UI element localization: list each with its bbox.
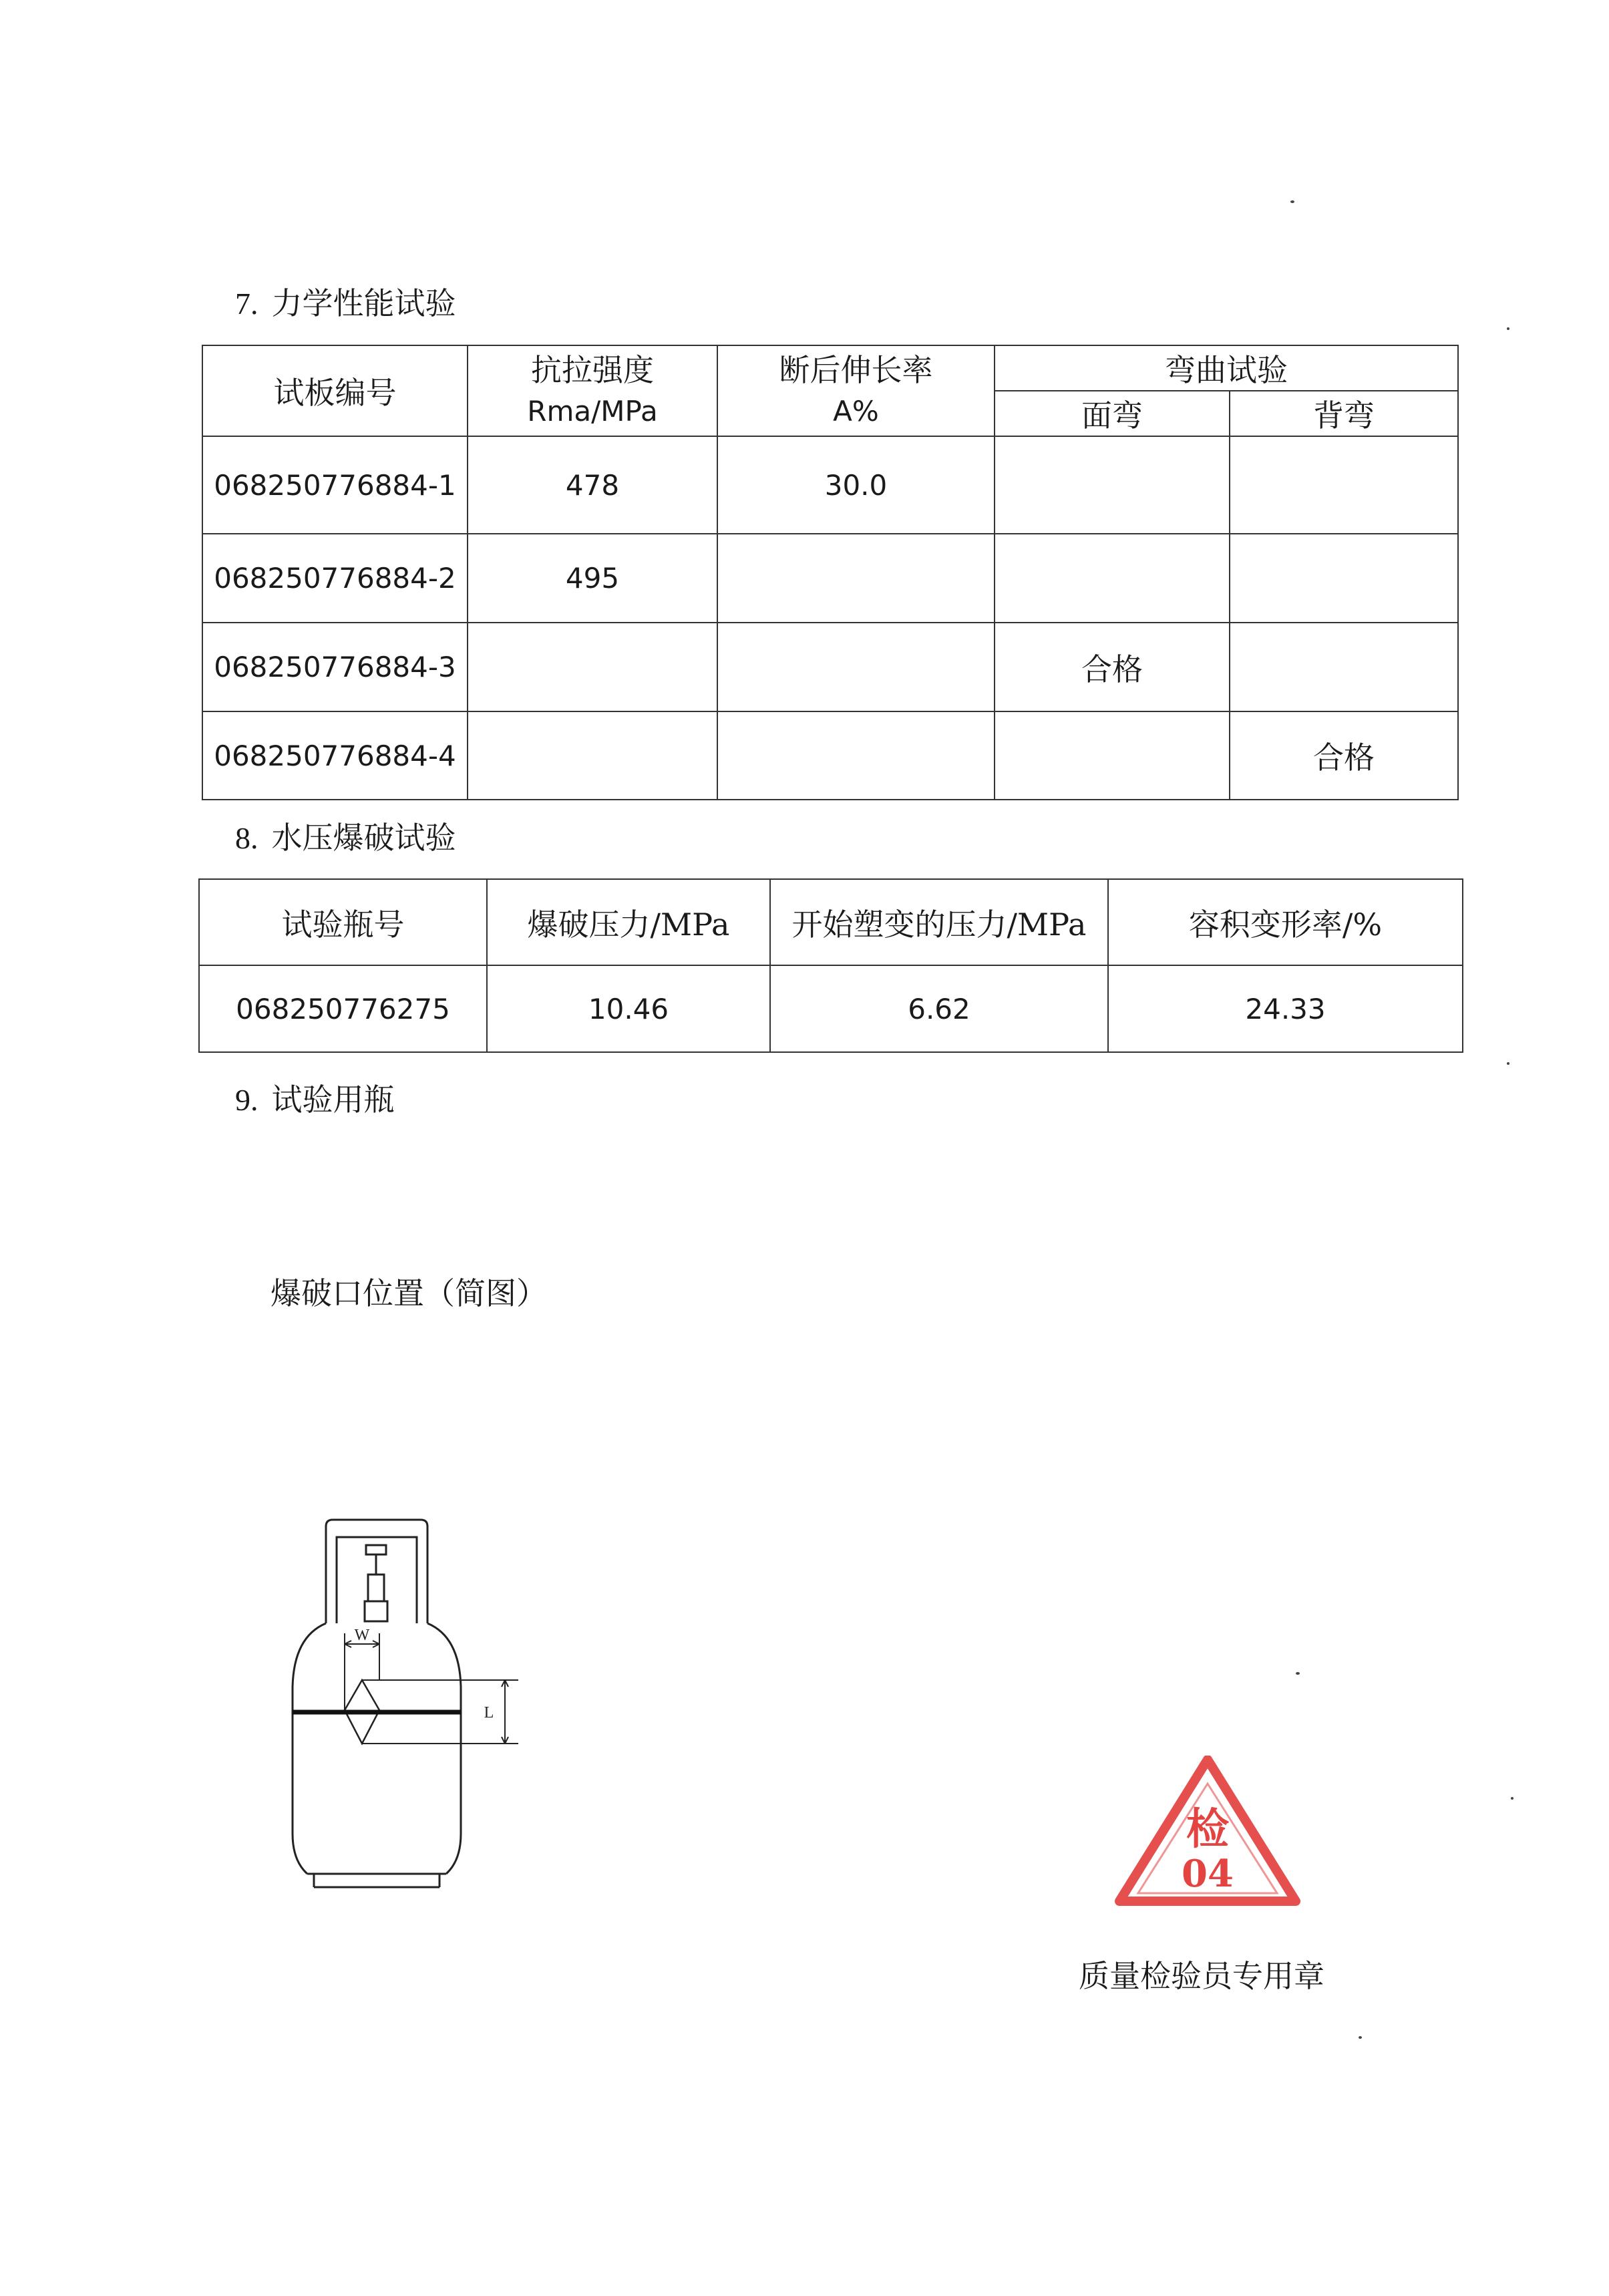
section-7-title <box>235 279 456 323</box>
stamp-number: 04 <box>1182 1852 1234 1896</box>
scan-speck <box>1359 2036 1362 2039</box>
mechanical-test-table <box>202 345 1459 800</box>
section-8-heading: 水压爆破试验 <box>271 820 456 856</box>
cell-back-bend: 合格 <box>1230 711 1458 800</box>
cell-tensile <box>468 711 717 800</box>
cylinder-diagram <box>281 1513 534 1894</box>
scan-speck <box>1507 1062 1509 1065</box>
cell-plate-id: 068250776884-3 <box>202 623 468 711</box>
cell-elongation <box>717 534 995 623</box>
cell-face-bend: 合格 <box>995 623 1230 711</box>
header-back-bend: 背弯 <box>1230 391 1458 436</box>
cell-elongation: 30.0 <box>717 436 995 534</box>
scan-speck <box>1507 327 1509 330</box>
cell-face-bend <box>995 534 1230 623</box>
header-tensile-label: 抗拉强度 <box>531 352 654 388</box>
header-face-bend: 面弯 <box>995 391 1230 436</box>
diagram-l-label: L <box>484 1704 494 1721</box>
burst-location-caption: 爆破口位置（简图） <box>271 1275 547 1311</box>
cell-elongation <box>717 711 995 800</box>
table-row <box>202 534 1458 623</box>
cell-tensile: 478 <box>468 436 717 534</box>
section-7-heading: 力学性能试验 <box>271 285 456 321</box>
header-bend-test: 弯曲试验 <box>995 345 1458 391</box>
header-tensile-strength <box>468 345 717 436</box>
section-9-title <box>235 1076 395 1120</box>
table-row <box>202 711 1458 800</box>
cell-plate-id: 068250776884-4 <box>202 711 468 800</box>
section-9-number: 9. <box>235 1083 258 1117</box>
section-7-number: 7. <box>235 287 258 321</box>
scan-speck <box>1290 200 1294 203</box>
header-burst-pressure: 爆破压力/MPa <box>487 879 770 965</box>
header-elongation-unit: A% <box>833 395 879 428</box>
scan-speck <box>1296 1672 1300 1675</box>
table-row <box>202 436 1458 534</box>
scan-speck <box>1511 1797 1513 1800</box>
cell-face-bend <box>995 436 1230 534</box>
cell-back-bend <box>1230 436 1458 534</box>
section-8-title <box>235 814 456 858</box>
stamp-character: 检 <box>1186 1804 1229 1854</box>
cell-tensile: 495 <box>468 534 717 623</box>
stamp-caption: 质量检验员专用章 <box>1079 1958 1324 1994</box>
cell-plate-id: 068250776884-2 <box>202 534 468 623</box>
cell-back-bend <box>1230 534 1458 623</box>
header-yield-pressure: 开始塑变的压力/MPa <box>770 879 1108 965</box>
header-plate-no: 试板编号 <box>202 345 468 436</box>
table-row <box>199 965 1463 1052</box>
header-bottle-no: 试验瓶号 <box>199 879 487 965</box>
inspector-stamp <box>1114 1756 1301 1911</box>
header-elongation <box>717 345 995 436</box>
table-row <box>202 623 1458 711</box>
section-9-heading: 试验用瓶 <box>271 1082 395 1118</box>
cell-elongation <box>717 623 995 711</box>
header-volume-deformation: 容积变形率/% <box>1108 879 1463 965</box>
cell-bottle-no: 068250776275 <box>199 965 487 1052</box>
cell-volume-deformation: 24.33 <box>1108 965 1463 1052</box>
cell-back-bend <box>1230 623 1458 711</box>
cell-burst-pressure: 10.46 <box>487 965 770 1052</box>
cell-face-bend <box>995 711 1230 800</box>
cell-plate-id: 068250776884-1 <box>202 436 468 534</box>
header-tensile-unit: Rma/MPa <box>527 395 658 428</box>
section-8-number: 8. <box>235 821 258 855</box>
diagram-w-label: W <box>354 1627 370 1644</box>
cell-yield-pressure: 6.62 <box>770 965 1108 1052</box>
header-elongation-label: 断后伸长率 <box>779 352 933 388</box>
burst-test-table <box>198 878 1463 1053</box>
cell-tensile <box>468 623 717 711</box>
